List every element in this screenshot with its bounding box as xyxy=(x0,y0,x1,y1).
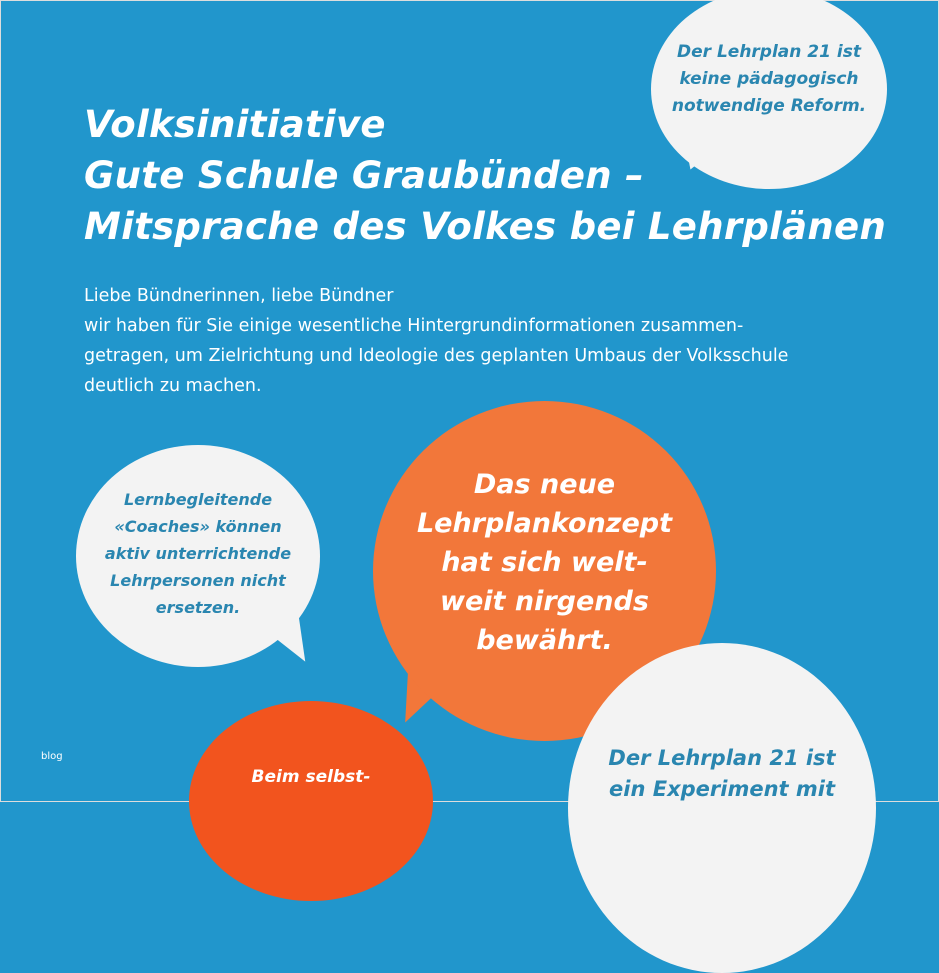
speech-bubble-bottom-left xyxy=(189,701,433,901)
watermark: blog xyxy=(41,751,63,762)
bubble-line: Das neue xyxy=(473,468,616,500)
bubble-line: aktiv unterrichtende xyxy=(104,543,292,563)
intro-line: wir haben für Sie einige wesentliche Hintergrundinformationen zusammen- xyxy=(84,316,744,336)
bubble-line: ersetzen. xyxy=(155,597,241,617)
bubble-line: Lehrplankonzept xyxy=(416,507,673,539)
bubble-line: «Coaches» können xyxy=(114,516,282,536)
intro-text xyxy=(84,281,864,401)
bubble-line: Der Lehrplan 21 ist xyxy=(608,746,836,770)
bubble-line: weit nirgends xyxy=(440,585,649,617)
speech-bubble-bottom-right xyxy=(568,643,876,973)
bubble-line: keine pädagogisch xyxy=(679,68,859,89)
bubble-line: Lehrpersonen nicht xyxy=(110,570,286,590)
intro-line: Liebe Bündnerinnen, liebe Bündner xyxy=(84,286,394,306)
bubble-line: Der Lehrplan 21 ist xyxy=(677,41,861,62)
title-line: Volksinitiative xyxy=(84,103,386,146)
intro-line: getragen, um Zielrichtung und Ideologie des geplanten Umbaus der Volksschule xyxy=(84,346,789,366)
bubble-line: hat sich welt- xyxy=(441,546,648,578)
intro-line: deutlich zu machen. xyxy=(84,376,262,396)
speech-bubble-left xyxy=(76,445,320,667)
bubble-line: notwendige Reform. xyxy=(671,95,867,116)
page-title xyxy=(84,99,886,252)
bubble-line: Beim selbst- xyxy=(251,767,371,787)
bubble-line: Lernbegleitende xyxy=(123,489,273,509)
bubble-line: ein Experiment mit xyxy=(609,777,835,801)
bubble-line: bewährt. xyxy=(476,624,613,656)
title-line: Gute Schule Graubünden – xyxy=(84,154,644,197)
title-line: Mitsprache des Volkes bei Lehrplänen xyxy=(84,205,887,248)
